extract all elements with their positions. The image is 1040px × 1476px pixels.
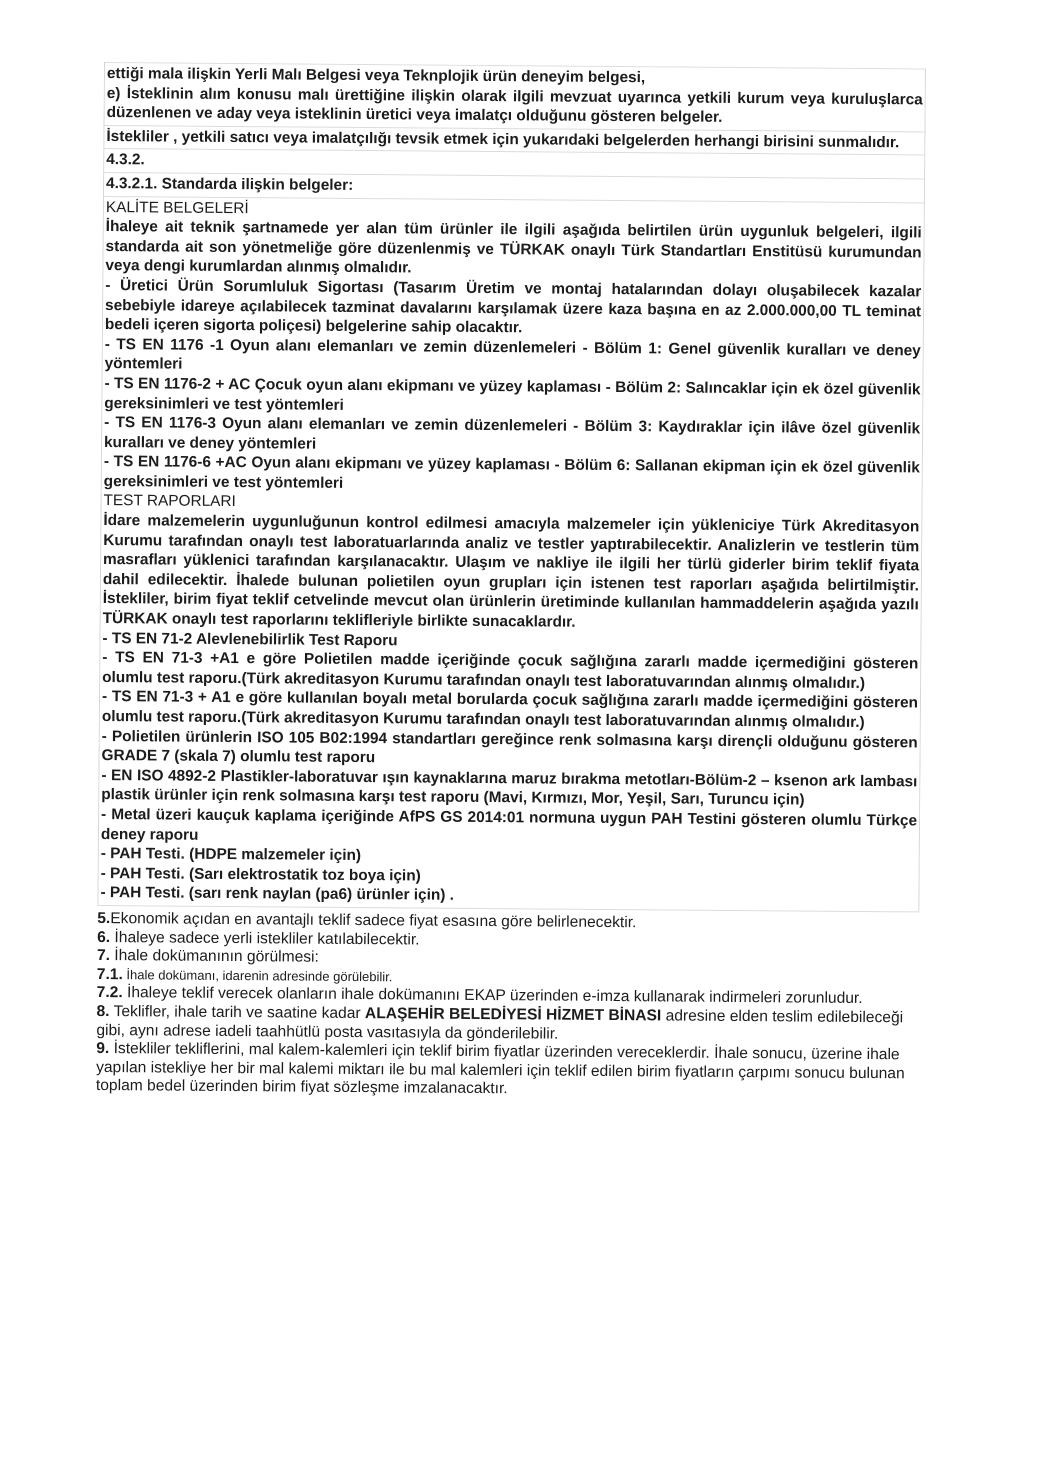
clause-text: Teklifler, ihale tarih ve saatine kadar <box>109 1002 366 1022</box>
test-item: - PAH Testi. (Sarı elektrostatik toz boya için) <box>100 864 421 885</box>
clause-text: İhaleye sadece yerli istekliler katılabilecektir. <box>110 928 420 949</box>
test-reports-heading: TEST RAPORLARI <box>103 492 236 511</box>
test-item: - Polietilen ürünlerin ISO 105 B02:1994 standartları gereğince renk solmasına karşı dirençli olduğunu gösteren GRADE 7 (skala 7) olumlu test raporu <box>101 727 918 767</box>
clause-number: 7.2. <box>96 984 123 1002</box>
clause-text: adresine elden teslim edilebileceği gibi, aynı adrese iadeli taahhütlü posta vasıtasıyla da gönderilebilir. <box>96 1007 904 1043</box>
table-row <box>104 62 924 132</box>
clause-number: 5. <box>97 909 111 928</box>
clause-number: 7.1. <box>96 965 123 983</box>
clause-number: 9. <box>96 1040 110 1058</box>
clause-text: İhale dokümanı, idarenin adresinde görülebilir. <box>122 966 393 985</box>
scanned-document <box>94 62 926 1368</box>
section-number-4-3-2: 4.3.2. <box>106 151 145 169</box>
test-item: - EN ISO 4892-2 Plastikler-laboratuvar ışın kaynaklarına maruz bırakma metotları-Bölüm-2 – ksenon ark lambası plastik ürünler için renk solmasına karşı test raporu (Mavi, Kırmızı, Mor, Yeşil, Sarı, Turuncu için) <box>101 766 918 809</box>
test-item: - PAH Testi. (HDPE malzemeler için) <box>100 845 362 865</box>
test-item: - PAH Testi. (sarı renk naylan (pa6) ürünler için) . <box>100 884 455 905</box>
clause-9 <box>96 1040 918 1102</box>
clause-number: 6. <box>97 928 111 946</box>
bidder-requirement-paragraph: İstekliler , yetkili satıcı veya imalatçılığı tevsik etmek için yukarıdaki belgelerden herhangi birisini sunmalıdır. <box>106 127 900 152</box>
test-item: İdare malzemelerin uygunluğunun kontrol edilmesi amacıyla malzemeler için yükleniciye Türk Akreditasyon Kurumu tarafından onaylı test laboratuarlarında analiz ve testler yaptırabilecektir. Analizlerin ve testlerin tüm masrafları yüklenici tarafından karşılanacaktır. Ulaşım ve nakliye ile ilgili her türlü giderler birim teklif fiyata dahil edilecektir. İhalede bulunan polietilen oyun grupları için istenen test raporları aşağıda belirtilmiştir. İstekliler, birim fiyat teklif cetvelinde mevcut olan ürünlerin üretiminde kullanılan hammaddelerin aşağıda yazılı TÜRKAK onaylı test raporlarını teklifleriyle birlikte sunacaklardır. <box>102 512 920 631</box>
quality-item: - TS EN 1176-2 + AC Çocuk oyun alanı ekipmanı ve yüzey kaplaması - Bölüm 2: Salıncaklar için ek özel güvenlik gereksinimleri ve test yöntemleri <box>104 374 921 414</box>
quality-item: - TS EN 1176 -1 Oyun alanı elemanları ve zemin düzenlemeleri - Bölüm 1: Genel güvenlik kuralları ve deney yöntemleri <box>104 335 921 373</box>
quality-item: - TS EN 1176-6 +AC Oyun alanı ekipmanı ve yüzey kaplaması - Bölüm 6: Sallanan ekipman için ek özel güvenlik gereksinimleri ve test yöntemleri <box>103 453 920 492</box>
clause-text: İhale dokümanının görülmesi: <box>109 947 319 966</box>
producer-documents-paragraph: e) İsteklinin alım konusu malı ürettiğine ilişkin olarak ilgili mevzuat uyarınca yetkili kurum veya kuruluşlarca düzenlenen ve aday veya isteklinin üretici veya imalatçı olduğunu gösteren belgeler. <box>106 84 923 127</box>
specification-table <box>97 62 926 912</box>
municipality-address: ALAŞEHİR BELEDİYESİ HİZMET BİNASI <box>364 1004 662 1025</box>
test-item: - TS EN 71-2 Alevlenebilirlik Test Raporu <box>102 629 398 649</box>
table-row <box>98 197 924 913</box>
clause-text: İhaleye teklif verecek olanların ihale dokümanını EKAP üzerinden e-imza kullanarak indirmeleri zorunludur. <box>122 984 863 1008</box>
test-item: - TS EN 71-3 + A1 e göre kullanılan boyalı metal borularda çocuk sağlığına zararlı madde içermediğini gösteren olumlu test raporu.(Türk akreditasyon Kurumu tarafından onaylı test laboratuvarından alınmış olmalıdır.) <box>101 688 919 731</box>
clause-number: 8. <box>96 1002 110 1020</box>
quality-documents-heading: KALİTE BELGELERİ <box>105 198 249 217</box>
section-heading-4-3-2-1: 4.3.2.1. Standarda ilişkin belgeler: <box>105 174 354 194</box>
clause-text: İstekliler tekliflerini, mal kalem-kalemleri için teklif birim fiyatlar üzerinden vereceklerdir. İhale sonucu, üzerine ihale yapılan istekliye her bir mal kalemi miktarı ile bu mal kalemleri için teklif edilen birim fiyatların çarpımı sonucu bulunan toplam bedel üzerinden birim fiyat sözleşme imzalanacaktır. <box>95 1040 905 1098</box>
quality-item: İhaleye ait teknik şartnamede yer alan tüm ürünler ile ilgili aşağıda belirtilen ürün uygunluk belgeleri, ilgili standarda ait son yönetmeliğe göre düzenlenmiş ve TÜRKAK onaylı Türk Standartları Enstitüsü kurumundan veya dengi kurumlardan alınmış olmalıdır. <box>105 218 922 277</box>
test-item: - Metal üzeri kauçuk kaplama içeriğinde AfPS GS 2014:01 normuna uygun PAH Testini gösteren olumlu Türkçe deney raporu <box>100 805 918 844</box>
clause-number: 7. <box>96 947 111 965</box>
test-item: - TS EN 71-3 +A1 e göre Polietilen madde içeriğinde çocuk sağlığına zararlı madde içermediğini gösteren olumlu test raporu.(Türk akreditasyon Kurumu tarafından onaylı test laboratuvarından alınmış olmalıdır.) <box>102 649 919 692</box>
tender-clauses <box>96 910 919 1102</box>
clause-text: Ekonomik açıdan en avantajlı teklif sadece fiyat esasına göre belirlenecektir. <box>110 910 637 932</box>
quality-item: - TS EN 1176-3 Oyun alanı elemanları ve zemin düzenlemeleri - Bölüm 3: Kaydıraklar için ilâve özel güvenlik kuralları ve deney yöntemleri <box>103 414 921 453</box>
quality-item: - Üretici Ürün Sorumluluk Sigortası (Tasarım Üretim ve montaj hatalarından dolayı oluşabilecek kazalar sebebiyle idareye açılabilecek tazminat davalarını karşılamak üzere kaza başına en az 2.000.000,00 TL teminat bedeli içeren sigorta poliçesi) belgelerine sahip olacaktır. <box>104 276 922 337</box>
yerli-mali-paragraph: ettiği mala ilişkin Yerli Malı Belgesi veya Teknplojik ürün deneyim belgesi, <box>106 65 646 87</box>
